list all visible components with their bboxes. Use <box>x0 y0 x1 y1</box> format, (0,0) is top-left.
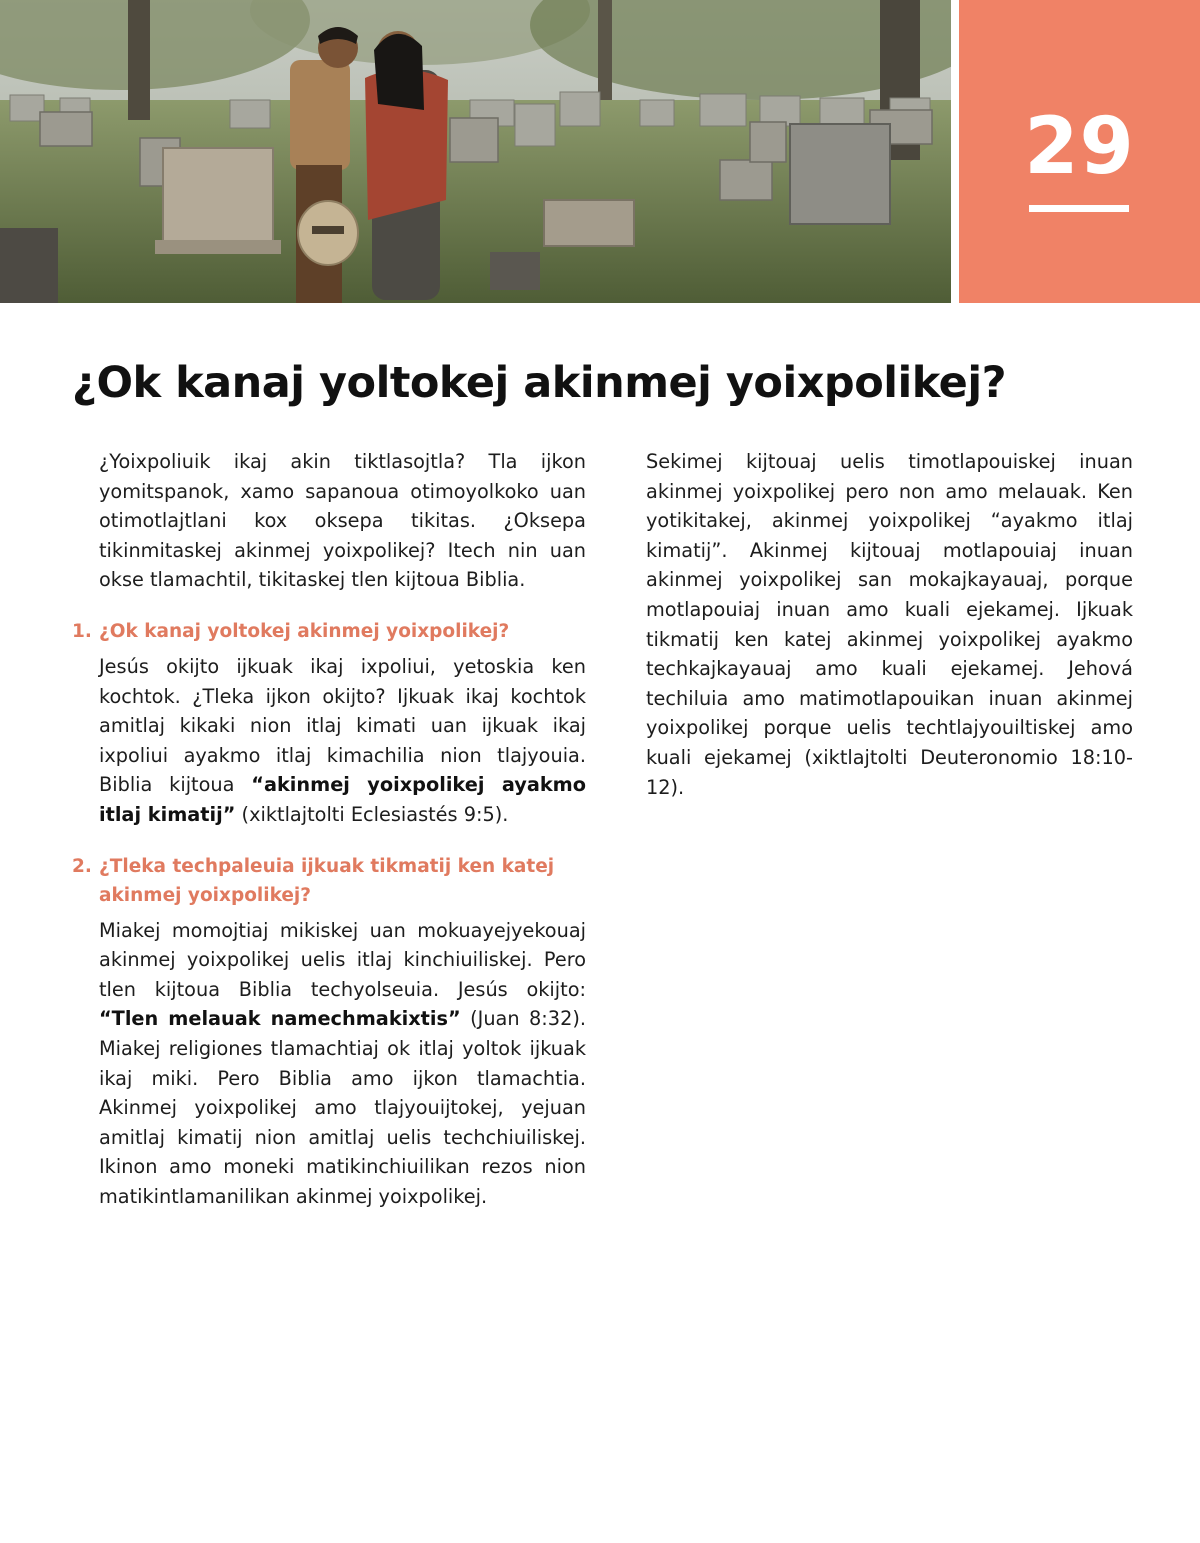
question-1-text: ¿Ok kanaj yoltokej akinmej yoixpolikej? <box>99 620 510 642</box>
right-column <box>646 447 1133 802</box>
answer-1-text: Jesús okijto ijkuak ikaj ixpoliui, yetoskia ken kochtok. ¿Tleka ijkon okijto? Ijkuak ikaj kochtok amitlaj kikaki nion itlaj kimati uan ijkuak ikaj ixpoliui ayakmo itlaj kimachilia nion tlajyouia. Biblia kijtoua <box>99 654 586 797</box>
closing-paragraph: Sekimej kijtouaj uelis timotlapouiskej inuan akinmej yoixpolikej pero non amo melauak. Ken yotikitakej, akinmej yoixpolikej “ayakmo itlaj kimatij”. Akinmej kijtouaj motlapouiaj inuan akinmej yoixpolikej san mokajkayauaj, porque motlapouiaj inuan amo kuali ejekamej. Ijkuak tikmatij ken katej akinmej yoixpolikej ayakmo techkajkayauaj amo kuali ejekamej. Jehová techiluia amo matimotlapouikan inuan akinmej yoixpolikej porque uelis techtlajyouiltiskej amo kuali ejekamej (xiktlajtolti Deuteronomio 18:10-12). <box>646 450 1133 799</box>
answer-2-continuation: (Juan 8:32). Miakej religiones tlamachtiaj ok itlaj yoltok ijkuak ikaj miki. Pero Biblia amo ijkon tlamachtia. Akinmej yoixpolikej amo tlajyouijtokej, yejuan amitlaj kimatij nion amitlaj uelis techchiuiliskej. Ikinon amo moneki matikinchiuilikan rezos nion matikintlamanilikan akinmej yoixpolikej. <box>99 1007 586 1208</box>
answer-2-text: Miakej momojtiaj mikiskej uan mokuayejyekouaj akinmej yoixpolikej uelis itlaj kinchiuiliskej. Pero tlen kijtoua Biblia techyolseuia. Jesús okijto: <box>99 918 586 1001</box>
answer-2-paragraph <box>72 916 586 1212</box>
page-title: ¿Ok kanaj yoltokej akinmej yoixpolikej? <box>72 358 1007 408</box>
question-2-number: 2. <box>72 855 92 877</box>
left-column <box>72 447 586 1211</box>
answer-2-bold: “Tlen melauak namechmakixtis” <box>99 1007 461 1031</box>
badge-underline <box>1029 205 1129 212</box>
lesson-number-badge <box>959 0 1200 303</box>
question-2 <box>72 852 586 910</box>
question-1 <box>72 617 586 646</box>
cemetery-scene <box>0 0 951 303</box>
answer-1-bold: “akinmej yoixpolikej ayakmo itlaj kimatij” <box>99 773 586 826</box>
answer-1-paragraph <box>72 652 586 830</box>
intro-paragraph: ¿Yoixpoliuik ikaj akin tiktlasojtla? Tla ijkon yomitspanok, xamo sapanoua otimoyolkoko uan otimotlajtlani kox oksepa tikitas. ¿Oksepa tikinmitaskej akinmej yoixpolikej? Itech nin uan okse tlamachtil, tikitaskej tlen kijtoua Biblia. <box>99 450 586 592</box>
lesson-number: 29 <box>1024 102 1135 192</box>
answer-1-citation: (xiktlajtolti Eclesiastés 9:5). <box>235 802 509 826</box>
cemetery-photo <box>0 0 951 303</box>
question-1-number: 1. <box>72 620 92 642</box>
question-2-text: ¿Tleka techpaleuia ijkuak tikmatij ken katej akinmej yoixpolikej? <box>99 855 555 906</box>
